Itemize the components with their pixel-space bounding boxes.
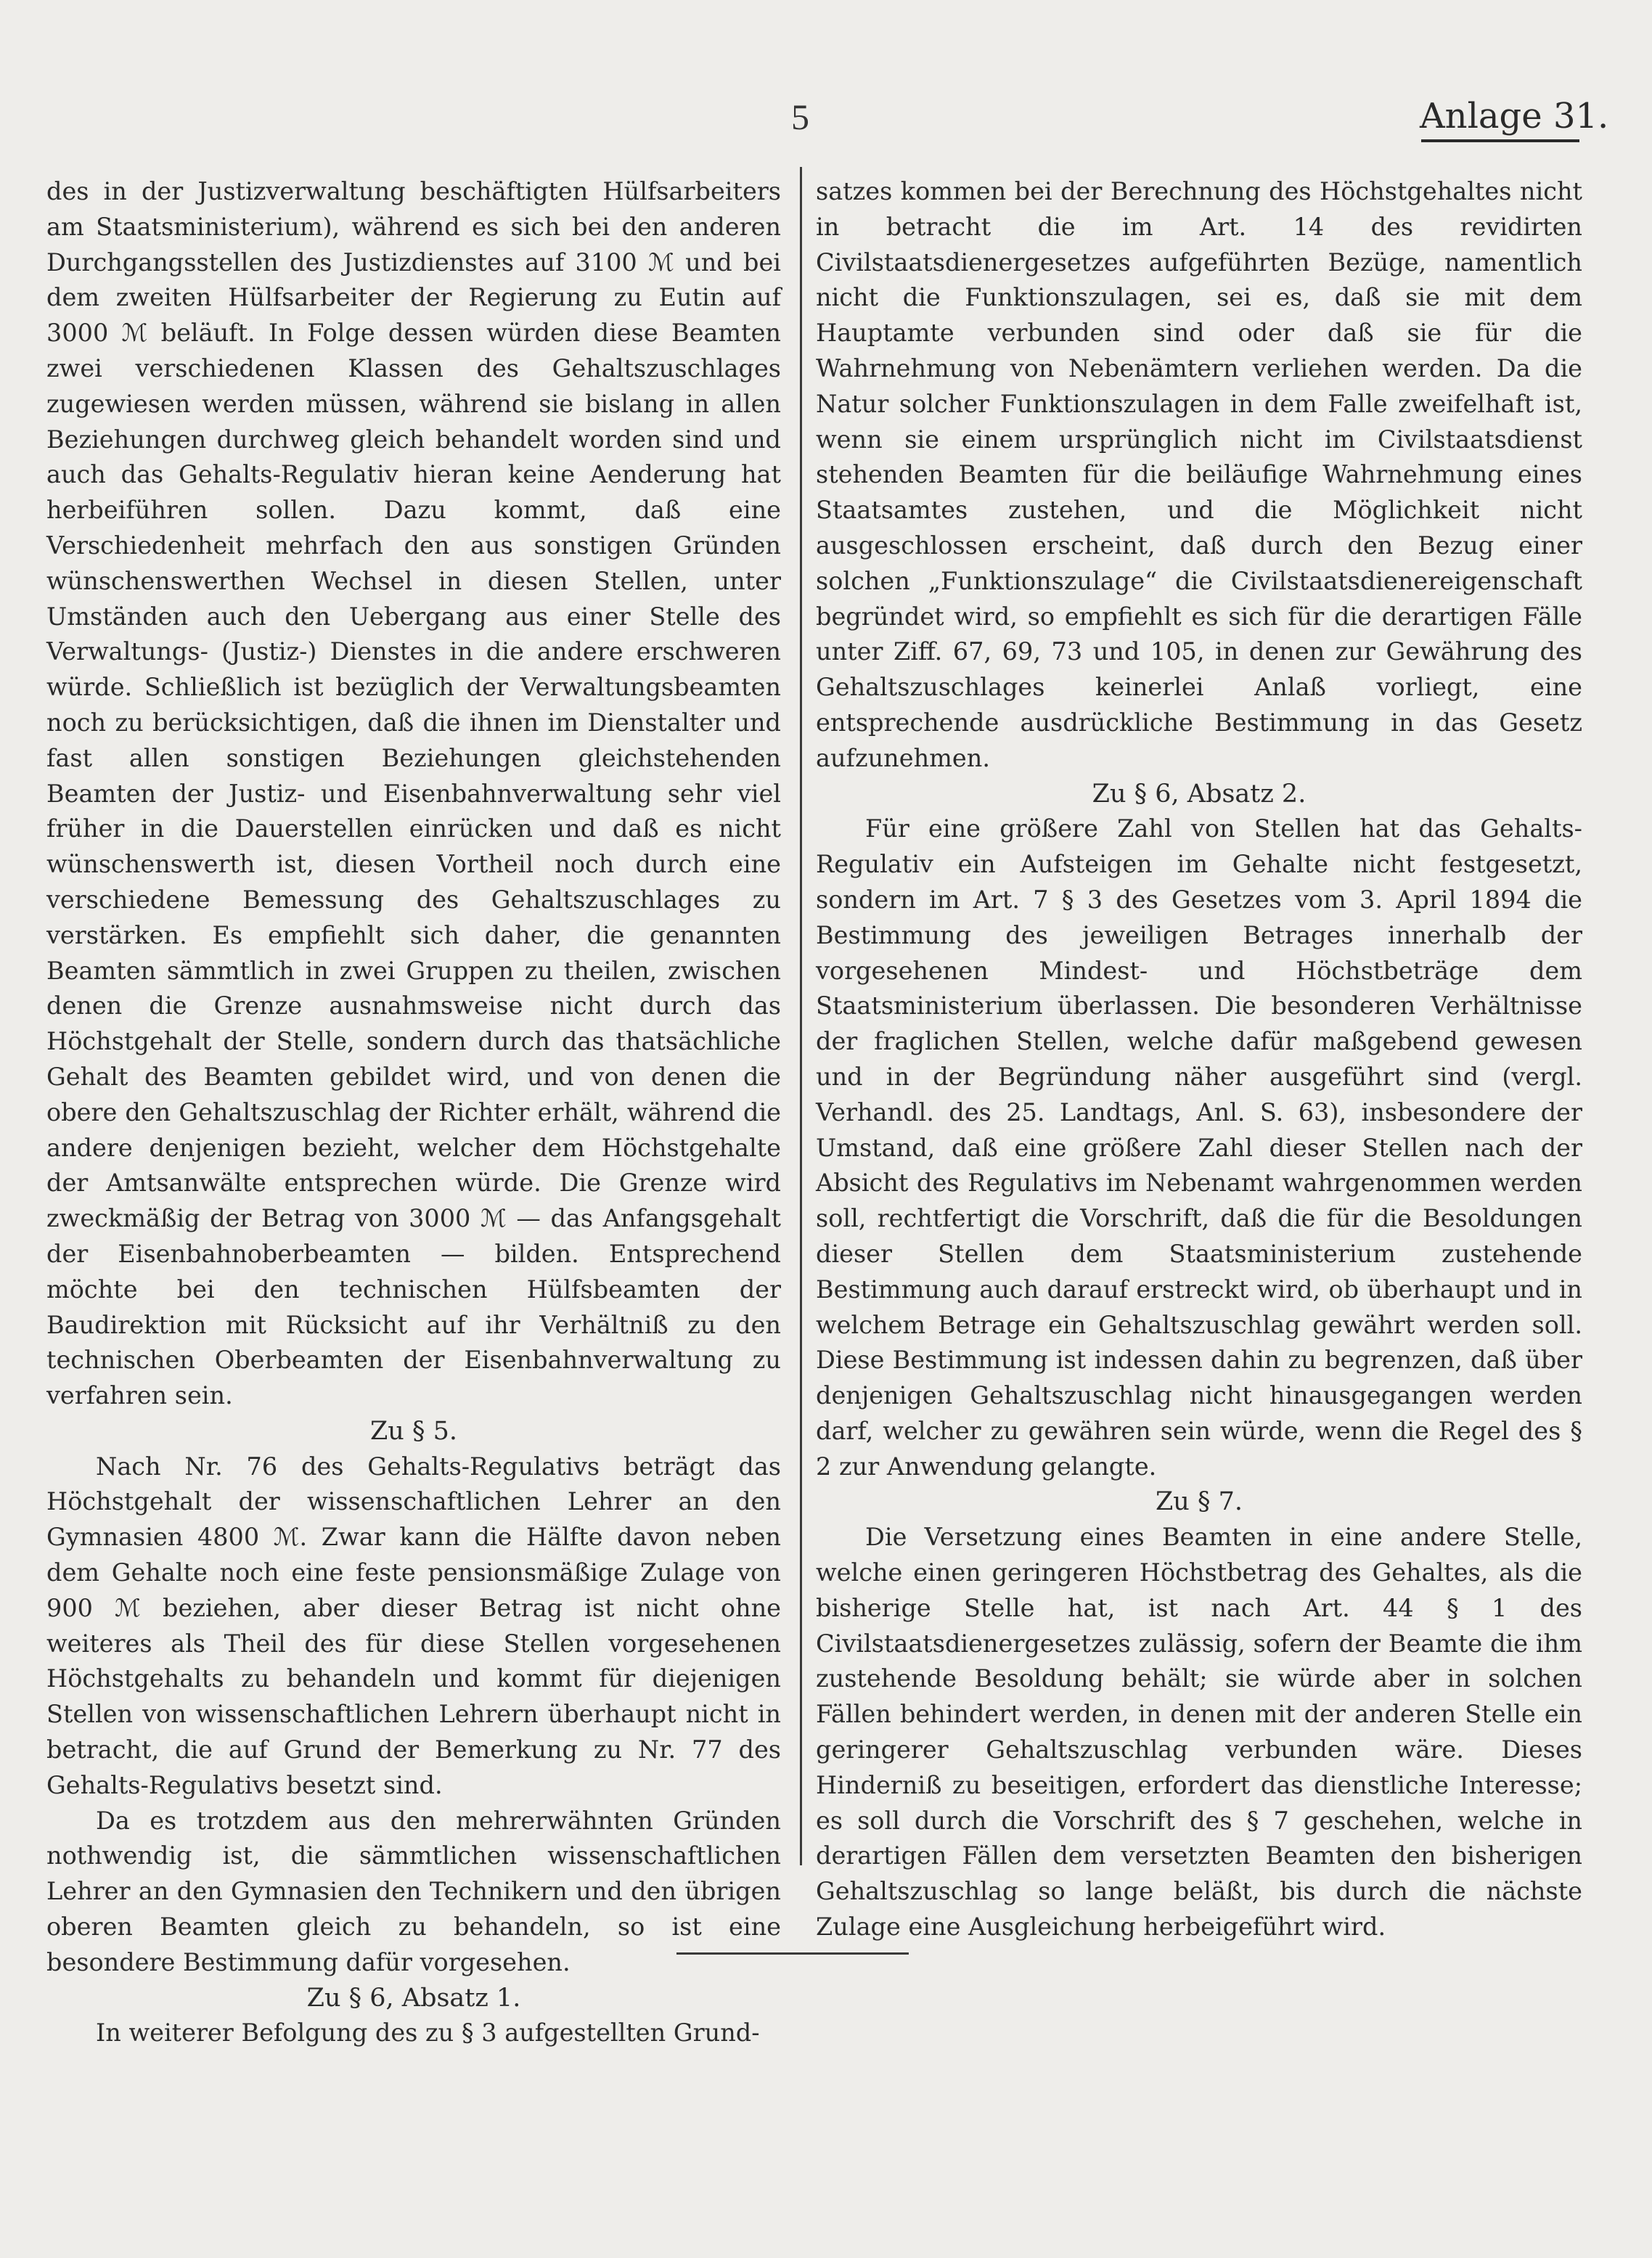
page-number: 5: [791, 97, 809, 137]
left-column: [46, 174, 781, 2051]
annex-label: Anlage 31.: [1420, 96, 1609, 136]
section-heading: Zu § 6, Absatz 1.: [306, 1983, 521, 2013]
right-column: [816, 174, 1582, 1945]
paragraph: Da es trotzdem aus den mehrerwähnten Gründen nothwendig ist, die sämmtlichen wissenschaftlichen Lehrer an den Gymnasien den Technikern und den übrigen oberen Beamten gleich zu behandeln, so ist eine besondere Bestimmung dafür vorgesehen.: [46, 1806, 781, 1976]
paragraph: Die Versetzung eines Beamten in eine andere Stelle, welche einen geringeren Höchstbetrag des Gehaltes, als die bisherige Stelle hat, ist nach Art. 44 § 1 des Civilstaatsdienergesetzes zulässig, sofern der Beamte die ihm zustehende Besoldung behält; sie würde aber in solchen Fällen behindert werden, in denen mit der anderen Stelle ein geringerer Gehaltszuschlag verbunden wäre. Dieses Hinderniß zu beseitigen, erfordert das dienstliche Interesse; es soll durch die Vorschrift des § 7 geschehen, welche in derartigen Fällen dem versetzten Beamten den bisherigen Gehaltszuschlag so lange beläßt, bis durch die nächste Zulage eine Ausgleichung herbeigeführt wird.: [816, 1523, 1582, 1942]
section-heading: Zu § 7.: [1155, 1487, 1243, 1517]
section-heading: Zu § 5.: [369, 1416, 457, 1446]
paragraph: des in der Justizverwaltung beschäftigten Hülfsarbeiters am Staatsministerium), während es sich bei den anderen Durchgangsstellen des Justizdienstes auf 3100 ℳ und bei dem zweiten Hülfsarbeiter der Regierung zu Eutin auf 3000 ℳ beläuft. In Folge dessen würden diese Beamten zwei verschiedenen Klassen des Gehaltszuschlages zugewiesen werden müssen, während sie bislang in allen Beziehungen durchweg gleich behandelt worden sind und auch das Gehalts-Regulativ hieran keine Aenderung hat herbeiführen sollen. Dazu kommt, daß eine Verschiedenheit mehrfach den aus sonstigen Gründen wünschenswerthen Wechsel in diesen Stellen, unter Umständen auch den Uebergang aus einer Stelle des Verwaltungs- (Justiz-) Dienstes in die andere erschweren würde. Schließlich ist bezüglich der Verwaltungsbeamten noch zu berücksichtigen, daß die ihnen im Dienstalter und fast allen sonstigen Beziehungen gleichstehenden Beamten der Justiz- und Eisenbahnverwaltung sehr viel früher in die Dauerstellen einrücken und daß es nicht wünschenswerth ist, diesen Vortheil noch durch eine verschiedene Bemessung des Gehaltszuschlages zu verstärken. Es empfiehlt sich daher, die genannten Beamten sämmtlich in zwei Gruppen zu theilen, zwischen denen die Grenze ausnahmsweise nicht durch das Höchstgehalt der Stelle, sondern durch das thatsächliche Gehalt des Beamten gebildet wird, und von denen die obere den Gehaltszuschlag der Richter erhält, während die andere denjenigen bezieht, welcher dem Höchstgehalte der Amtsanwälte entsprechen würde. Die Grenze wird zweckmäßig der Betrag von 3000 ℳ — das Anfangsgehalt der Eisenbahnoberbeamten — bilden. Entsprechend möchte bei den technischen Hülfsbeamten der Baudirektion mit Rücksicht auf ihr Verhältniß zu den technischen Oberbeamten der Eisenbahnverwaltung zu verfahren sein.: [46, 177, 781, 1410]
paragraph: Für eine größere Zahl von Stellen hat das Gehalts-Regulativ ein Aufsteigen im Gehalte nicht festgesetzt, sondern im Art. 7 § 3 des Gesetzes vom 3. April 1894 die Bestimmung des jeweiligen Betrages innerhalb der vorgesehenen Mindest- und Höchstbeträge dem Staatsministerium überlassen. Die besonderen Verhältnisse der fraglichen Stellen, welche dafür maßgebend gewesen und in der Begründung näher ausgeführt sind (vergl. Verhandl. des 25. Landtags, Anl. S. 63), insbesondere der Umstand, daß eine größere Zahl dieser Stellen nach der Absicht des Regulativs im Nebenamt wahrgenommen werden soll, rechtfertigt die Vorschrift, daß die für die Besoldungen dieser Stellen dem Staatsministerium zustehende Bestimmung auch darauf erstreckt wird, ob überhaupt und in welchem Betrage ein Gehaltszuschlag gewährt werden soll. Diese Bestimmung ist indessen dahin zu begrenzen, daß über denjenigen Gehaltszuschlag nicht hinausgegangen werden darf, welcher zu gewähren sein würde, wenn die Regel des § 2 zur Anwendung gelangte.: [816, 814, 1582, 1481]
paragraph: Nach Nr. 76 des Gehalts-Regulativs beträgt das Höchstgehalt der wissenschaftlichen Lehrer an den Gymnasien 4800 ℳ. Zwar kann die Hälfte davon neben dem Gehalte noch eine feste pensionsmäßige Zulage von 900 ℳ beziehen, aber dieser Betrag ist nicht ohne weiteres als Theil des für diese Stellen vorgesehenen Höchstgehalts zu behandeln und kommt für diejenigen Stellen von wissenschaftlichen Lehrern überhaupt nicht in betracht, die auf Grund der Bemerkung zu Nr. 77 des Gehalts-Regulativs besetzt sind.: [46, 1452, 781, 1799]
section-heading: Zu § 6, Absatz 2.: [1092, 779, 1307, 809]
paragraph: satzes kommen bei der Berechnung des Höchstgehaltes nicht in betracht die im Art. 14 des revidirten Civilstaatsdienergesetzes aufgeführten Bezüge, namentlich nicht die Funktionszulagen, sei es, daß sie mit dem Hauptamte verbunden sind oder daß sie für die Wahrnehmung von Nebenämtern verliehen werden. Da die Natur solcher Funktionszulagen in dem Falle zweifelhaft ist, wenn sie einem ursprünglich nicht im Civilstaatsdienst stehenden Beamten für die beiläufige Wahrnehmung eines Staatsamtes zustehen, und die Möglichkeit nicht ausgeschlossen erscheint, daß durch den Bezug einer solchen „Funktionszulage“ die Civilstaatsdienereigenschaft begründet wird, so empfiehlt es sich für die derartigen Fälle unter Ziff. 67, 69, 73 und 105, in denen zur Gewährung des Gehaltszuschlages keinerlei Anlaß vorliegt, eine entsprechende ausdrückliche Bestimmung in das Gesetz aufzunehmen.: [816, 177, 1582, 772]
column-divider: [800, 167, 802, 1865]
header-underline: [1421, 139, 1579, 142]
paragraph: In weiterer Befolgung des zu § 3 aufgestellten Grund-: [96, 2018, 760, 2048]
closing-rule: [676, 1952, 909, 1955]
